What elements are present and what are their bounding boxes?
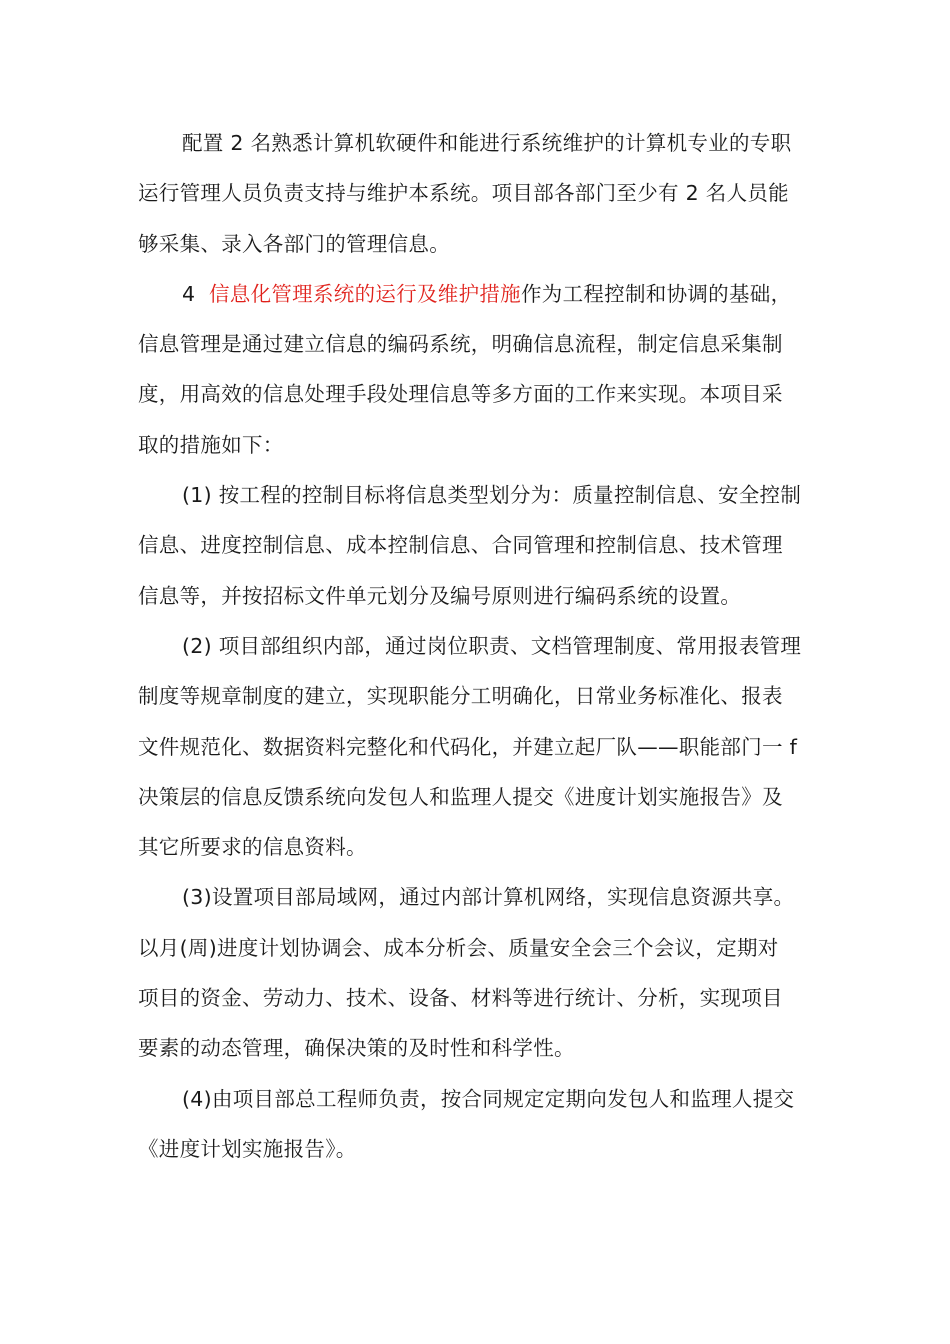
text-line: 以月(周)进度计划协调会、成本分析会、质量安全会三个会议，定期对 (138, 935, 779, 960)
text-line: (3)设置项目部局域网，通过内部计算机网络，实现信息资源共享。 (182, 885, 795, 910)
text-line: (4)由项目部总工程师负责，按合同规定定期向发包人和监理人提交 (182, 1086, 795, 1111)
paragraph-measure-3 (138, 872, 818, 1073)
text-line: 取的措施如下： (138, 432, 284, 457)
text-line: 决策层的信息反馈系统向发包人和监理人提交《进度计划实施报告》及 (138, 784, 783, 809)
text-line: 要素的动态管理，确保决策的及时性和科学性。 (138, 1036, 575, 1061)
text-line: 文件规范化、数据资料完整化和代码化，并建立起厂队——职能部门一 f (138, 734, 798, 759)
text-line: 《进度计划实施报告》。 (138, 1136, 357, 1161)
text-line: 度，用高效的信息处理手段处理信息等多方面的工作来实现。本项目采 (138, 382, 783, 407)
section-number: 4 (182, 281, 209, 306)
document-page (138, 118, 818, 1174)
paragraph-measure-1 (138, 470, 818, 621)
paragraph-measure-2 (138, 621, 818, 872)
paragraph-staffing (138, 118, 818, 269)
paragraph-measure-4 (138, 1074, 818, 1175)
text-line: 够采集、录入各部门的管理信息。 (138, 231, 450, 256)
text-line: 运行管理人员负责支持与维护本系统。项目部各部门至少有 2 名人员能 (138, 181, 789, 206)
text-line: 信息、进度控制信息、成本控制信息、合同管理和控制信息、技术管理 (138, 533, 783, 558)
section-heading-line (138, 269, 818, 319)
text-line: 其它所要求的信息资料。 (138, 835, 367, 860)
text-line: (1) 按工程的控制目标将信息类型划分为：质量控制信息、安全控制 (182, 483, 802, 508)
text-line: 信息管理是通过建立信息的编码系统，明确信息流程，制定信息采集制 (138, 332, 783, 357)
text-line: 配置 2 名熟悉计算机软硬件和能进行系统维护的计算机专业的专职 (182, 131, 792, 155)
text-line: 项目的资金、劳动力、技术、设备、材料等进行统计、分析，实现项目 (138, 986, 783, 1011)
text-line: 信息等，并按招标文件单元划分及编号原则进行编码系统的设置。 (138, 583, 742, 608)
text-line: 制度等规章制度的建立，实现职能分工明确化，日常业务标准化、报表 (138, 684, 783, 709)
section-heading: 信息化管理系统的运行及维护措施 (208, 281, 521, 306)
heading-line-text: 作为工程控制和协调的基础， (520, 281, 792, 306)
text-line: (2) 项目部组织内部，通过岗位职责、文档管理制度、常用报表管理 (182, 633, 802, 658)
paragraph-section-4 (138, 269, 818, 470)
